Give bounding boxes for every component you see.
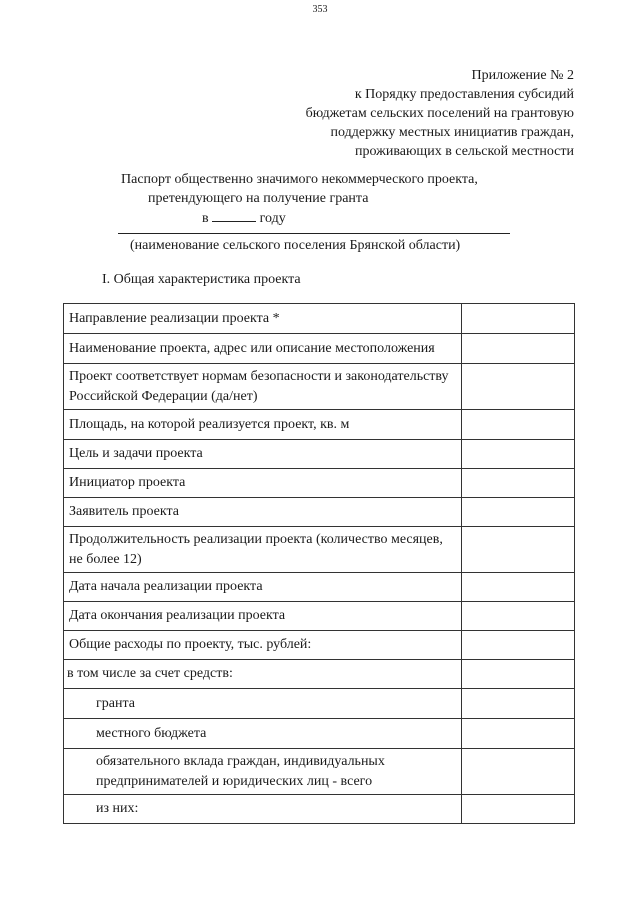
title-year-line <box>202 208 286 228</box>
row-label: гранта <box>64 689 462 719</box>
row-label: Направление реализации проекта * <box>64 304 462 334</box>
title-line-2: претендующего на получение гранта <box>148 191 369 206</box>
table-row <box>64 364 575 410</box>
row-label: местного бюджета <box>64 719 462 749</box>
row-label: из них: <box>64 795 462 824</box>
municipality-caption: (наименование сельского поселения Брянской области) <box>130 238 461 253</box>
row-value <box>462 527 575 573</box>
row-value <box>462 631 575 660</box>
table-row <box>64 527 575 573</box>
row-value <box>462 749 575 795</box>
row-value <box>462 410 575 440</box>
row-label: Общие расходы по проекту, тыс. рублей: <box>64 631 462 660</box>
appendix-header <box>306 66 574 161</box>
row-label: Заявитель проекта <box>64 498 462 527</box>
appendix-line: к Порядку предоставления субсидий <box>354 87 574 102</box>
row-value <box>462 469 575 498</box>
row-value <box>462 364 575 410</box>
municipality-underline <box>118 233 510 234</box>
appendix-line: бюджетам сельских поселений на грантовую <box>305 106 574 121</box>
row-label: обязательного вклада граждан, индивидуальных предпринимателей и юридических лиц - всего <box>64 749 462 795</box>
row-label: Наименование проекта, адрес или описание местоположения <box>64 334 462 364</box>
row-label: Продолжительность реализации проекта (количество месяцев, не более 12) <box>64 527 462 573</box>
row-value <box>462 602 575 631</box>
row-label: Инициатор проекта <box>64 469 462 498</box>
year-suffix: году <box>259 211 286 226</box>
table-row <box>64 660 575 689</box>
year-blank <box>212 208 256 222</box>
row-label: Дата окончания реализации проекта <box>64 602 462 631</box>
row-value <box>462 334 575 364</box>
row-value <box>462 304 575 334</box>
table-row <box>64 304 575 334</box>
row-label: Дата начала реализации проекта <box>64 573 462 602</box>
table-row <box>64 631 575 660</box>
table-row <box>64 573 575 602</box>
table-row <box>64 334 575 364</box>
table-row <box>64 719 575 749</box>
row-label: Цель и задачи проекта <box>64 440 462 469</box>
row-label: Проект соответствует нормам безопасности и законодательству Российской Федерации (да/нет) <box>64 364 462 410</box>
table-row <box>64 469 575 498</box>
table-row <box>64 440 575 469</box>
page-number: 353 <box>312 4 328 15</box>
row-value <box>462 719 575 749</box>
table-row <box>64 689 575 719</box>
appendix-line: поддержку местных инициатив граждан, <box>330 125 574 140</box>
row-value <box>462 660 575 689</box>
appendix-line: Приложение № 2 <box>471 68 574 83</box>
table-row <box>64 602 575 631</box>
project-passport-table <box>63 303 575 824</box>
section-heading: I. Общая характеристика проекта <box>102 272 301 287</box>
title-line-1: Паспорт общественно значимого некоммерческого проекта, <box>121 172 478 187</box>
row-value <box>462 795 575 824</box>
row-value <box>462 573 575 602</box>
appendix-line: проживающих в сельской местности <box>355 144 574 159</box>
row-label: в том числе за счет средств: <box>64 660 462 689</box>
table-row <box>64 749 575 795</box>
table-row <box>64 498 575 527</box>
row-value <box>462 689 575 719</box>
row-value <box>462 498 575 527</box>
table-row <box>64 795 575 824</box>
row-value <box>462 440 575 469</box>
row-label: Площадь, на которой реализуется проект, кв. м <box>64 410 462 440</box>
year-prefix: в <box>202 211 209 226</box>
table-row <box>64 410 575 440</box>
